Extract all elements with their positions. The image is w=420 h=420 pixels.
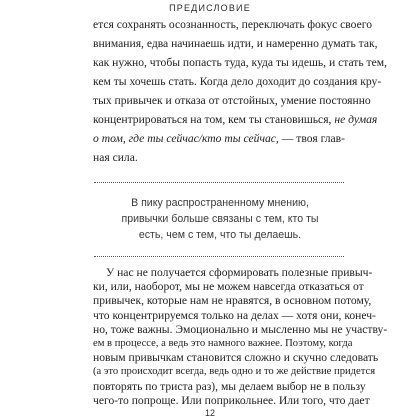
text-line: ная сила. xyxy=(93,151,138,164)
text-line: но, тоже важны. Эмоционально и мысленно мы не участву- xyxy=(93,322,388,336)
text-line: ется сохранять осознанность, переключать фокус своего xyxy=(93,18,373,31)
italic-phrase: о том, где ты сейчас/кто ты сейчас, xyxy=(93,132,279,145)
text-line: ем в процессе, а ведь это намного важнее. Поэтому, когда xyxy=(93,338,353,349)
pull-quote-top-rule xyxy=(94,182,344,183)
page-number: 12 xyxy=(204,408,215,418)
text-line: что концентрируемся только на делах — хотя они, конеч- xyxy=(93,308,376,322)
text-line: привычек, которые нам не нравятся, в основном потому, xyxy=(93,294,372,308)
text-line: повторять по триста раз), мы делаем выбор не в пользу xyxy=(93,379,366,393)
text-line xyxy=(93,129,345,148)
pull-quote-line: привычки больше связаны с тем, кто ты xyxy=(121,213,319,225)
pull-quote-line: есть, чем с тем, что ты делаешь. xyxy=(138,229,302,241)
text-segment: концентрироваться на том, кем ты становишься, xyxy=(93,113,332,126)
text-line: (а это происходит всегда, ведь одно и то же действие придется xyxy=(93,366,376,378)
text-line: чего-то попроще. Или поприкольнее. Или того, что дает xyxy=(93,393,370,407)
italic-phrase: не думая xyxy=(334,113,378,126)
text-line: У нас не получается сформировать полезные привыч- xyxy=(106,266,373,279)
running-head: ПРЕДИСЛОВИЕ xyxy=(169,3,251,13)
pull-quote-line: В пику распространенному мнению, xyxy=(131,197,309,209)
text-line: тых привычек и отказа от отстойных, умение постоянно xyxy=(93,94,371,107)
text-line: ки, или, наоборот, мы не можем навсегда отказаться от xyxy=(93,280,364,294)
text-line: внимания, едва начинаешь идти, и намеренно думать так, xyxy=(93,37,378,50)
pull-quote-bottom-rule xyxy=(94,256,344,257)
text-segment: — твоя глав- xyxy=(281,132,345,145)
text-line: новым привычкам становится сложно и скучно следовать xyxy=(93,351,379,365)
text-line: кем ты хочешь стать. Когда дело доходит до создания кру- xyxy=(93,75,382,88)
text-line xyxy=(93,110,378,129)
text-line: как нужно, чтобы попасть туда, куда ты идешь, и стать тем, xyxy=(93,56,387,69)
